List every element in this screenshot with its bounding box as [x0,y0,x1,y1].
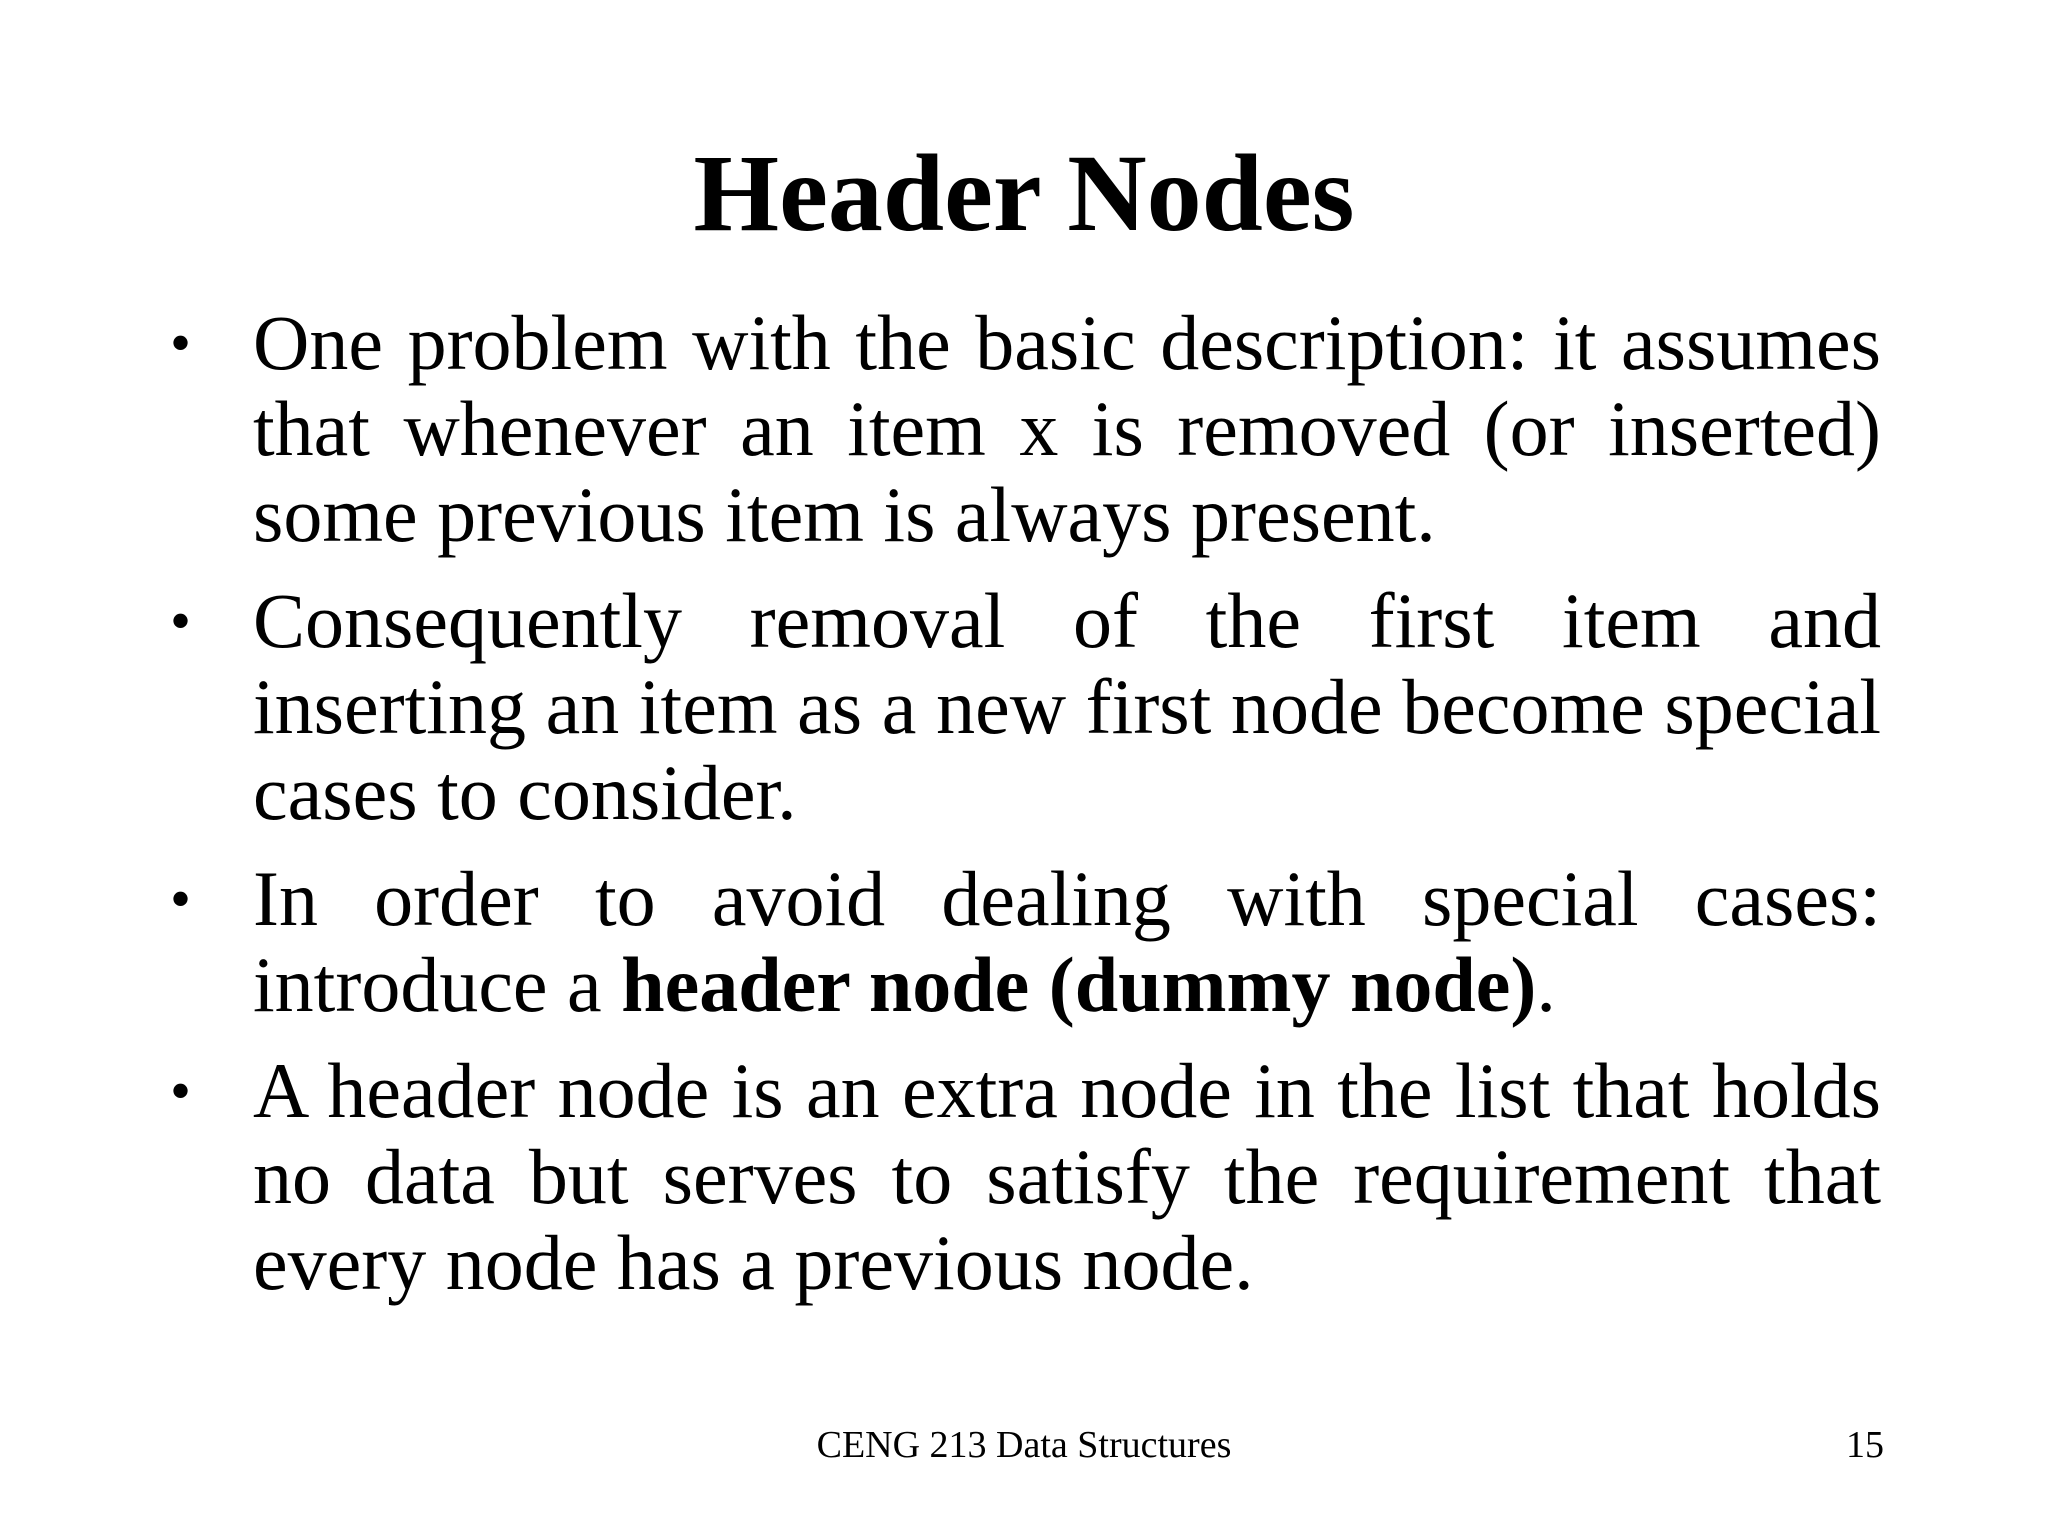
bullet-text: One problem with the basic description: it assumes that whenever an item x is removed (or inserted) some previous item is always present. [253,299,1881,558]
bullet-list [170,299,1881,1326]
bullet-item [170,577,1881,836]
bullet-dot-icon: • [170,1058,192,1124]
footer-course-label: CENG 213 Data Structures [816,1424,1232,1466]
bullet-text-after: . [1536,941,1556,1028]
bullet-item [170,1047,1881,1306]
page-number: 15 [1846,1424,1884,1466]
bullet-dot-icon: • [170,310,192,376]
bullet-item [170,299,1881,558]
bullet-text: A header node is an extra node in the list that holds no data but serves to satisfy the requirement that every node has a previous node. [253,1047,1881,1306]
bullet-dot-icon: • [170,866,192,932]
bullet-text-before: In order to avoid dealing with special cases: introduce a [253,855,1881,1028]
bullet-text-bold: header node (dummy node) [621,941,1537,1028]
bullet-item [170,855,1881,1028]
bullet-text: Consequently removal of the first item and inserting an item as a new first node become special cases to consider. [253,577,1881,836]
bullet-dot-icon: • [170,588,192,654]
slide-title: Header Nodes [693,132,1355,254]
